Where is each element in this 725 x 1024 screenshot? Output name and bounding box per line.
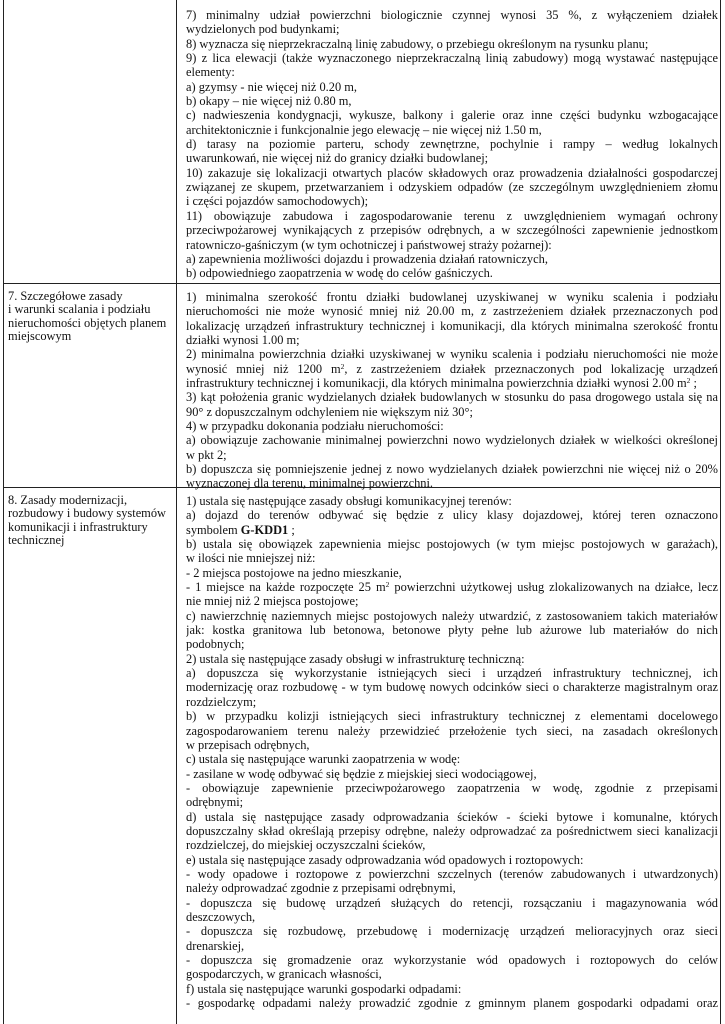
text-line: 3) kąt położenia granic wydzielanych działek budowlanych w stosunku do pasa drogowego ustala się na	[186, 390, 718, 405]
text-line: - gospodarkę odpadami należy prowadzić zgodnie z gminnym planem gospodarki odpadami oraz	[186, 996, 718, 1011]
text-line: gospodarczych, w granicach własności,	[186, 967, 382, 982]
text-line: jak: kostka granitowa lub betonowa, betonowe płyty pełne lub ażurowe lub materiałów do nich	[186, 623, 718, 638]
row-0-content	[186, 8, 718, 281]
text-line: związanej ze skupem, przetwarzaniem i odzyskiem odpadów (ze szczególnym uwzględnieniem złomu	[186, 180, 718, 195]
text-line: b) ustala się obowiązek zapewnienia miejsc postojowych (w tym miejsc postojowych w garażach),	[186, 537, 718, 552]
label-line: 8. Zasady modernizacji,	[8, 493, 128, 507]
text-line: rozdzielczej, do miejskiej oczyszczalni ścieków,	[186, 838, 426, 853]
text-line: deszczowych,	[186, 909, 256, 924]
label-line: i warunki scalania i podziału	[8, 302, 151, 317]
text-line: dopuszczalny skład określają przepisy odrębne, należy odprowadzać za pośrednictwem sieci kanalizacji	[186, 823, 718, 838]
text-line: przeciwpożarowej wynikających z przepisów odrębnych, a w szczególności zapewnienie jednostkom	[186, 223, 718, 238]
text-line: a) dojazd do terenów odbywać się będzie z ulicy klasy dojazdowej, której teren oznaczono	[186, 508, 718, 523]
column-divider	[176, 0, 177, 1024]
text-line: architektonicznie i funkcjonalnie jego elewację – nie więcej niż 1.50 m,	[186, 122, 542, 137]
text-line: 8) wyznacza się nieprzekraczalną linię zabudowy, o przebiegu określonym na rysunku planu;	[186, 36, 649, 51]
text-line: 2) minimalna powierzchnia działki uzyskiwanej w wyniku scalenia i podziału nieruchomości nie może	[186, 347, 718, 362]
text-line: 11) obowiązuje zabudowa i zagospodarowanie terenu z uwzględnieniem wymagań ochrony	[186, 208, 718, 223]
text-line: a) dopuszcza się wykorzystanie istniejących sieci i urządzeń infrastruktury technicznej, ich	[186, 666, 718, 681]
text-line: w pkt 2;	[186, 447, 227, 462]
text-line: uwarunkowań, nie więcej niż do granicy działki budowlanej;	[186, 151, 489, 166]
text-line: - obowiązuje zapewnienie przeciwpożarowego zaopatrzenia w wodę, zgodnie z przepisami	[186, 780, 718, 795]
label-line: technicznej	[8, 533, 65, 548]
text-line: - dopuszcza się gromadzenie oraz wykorzystanie wód opadowych i roztopowych do celów	[186, 953, 718, 967]
text-line: c) nawierzchnię naziemnych miejsc postojowych należy utwardzić, z zastosowaniem takich materiałów	[186, 608, 718, 623]
text-line: - dopuszcza się rozbudowę, przebudowę i modernizację urządzeń melioracyjnych oraz sieci	[186, 924, 718, 939]
text-line: e) ustala się następujące zasady odprowadzania wód opadowych i roztopowych:	[186, 852, 584, 867]
text-line: 10) zakazuje się lokalizacji otwartych placów składowych oraz prowadzenia działalności gospodarczej	[186, 165, 718, 180]
text-line: infrastruktury technicznej i komunikacji, dla których minimalna powierzchnia działki wynosi 2.00 $m^2$ ;	[186, 376, 697, 391]
text-line: drenarskiej,	[186, 938, 245, 953]
text-line: - 2 miejsca postojowe na jedno mieszkanie,	[186, 565, 402, 580]
text-line: c) ustala się następujące warunki zaopatrzenia w wodę:	[186, 752, 461, 767]
text-line: ratowniczo-gaśniczym (w tym ochotniczej i państwowej straży pożarnej):	[186, 237, 552, 252]
text-line: a) gzymsy - nie więcej niż 0.20 m,	[186, 79, 358, 94]
text-line: lokalizację urządzeń infrastruktury technicznej i komunikacji, dla których minimalna szerokość frontu	[186, 318, 718, 333]
text-line: odrębnymi;	[186, 795, 244, 810]
text-line: 9) z lica elewacji (także wyznaczonego nieprzekraczalną linią zabudowy) mogą wystawać następujące	[186, 51, 718, 66]
text-line: b) odpowiedniego zaopatrzenia w wodę do celów gaśniczych.	[186, 266, 493, 281]
text-line: b) w przypadku kolizji istniejących sieci infrastruktury technicznej z elementami docelowego	[186, 709, 718, 724]
row-1-label	[8, 290, 176, 344]
text-line: elementy:	[186, 65, 235, 80]
label-line: 7. Szczegółowe zasady	[8, 289, 123, 303]
text-line: rozdzielczym;	[186, 694, 257, 709]
text-line: b) dopuszcza się pomniejszenie jednej z nowo wydzielanych działek powierzchni nie więcej niż o 20%	[186, 462, 718, 477]
text-line: - dopuszcza się budowę urządzeń służących do retencji, rozsączaniu i magazynowania wód	[186, 895, 718, 910]
text-line: symbolem G-KDD1 ;	[186, 522, 295, 537]
text-line: c) nadwieszenia kondygnacji, wykusze, balkony i galerie oraz inne części budynku wzbogacające	[186, 108, 718, 123]
text-line: 4) w przypadku dokonania podziału nieruchomości:	[186, 419, 444, 434]
label-line: nieruchomości objętych planem	[8, 315, 167, 330]
row-divider	[4, 283, 720, 284]
text-line: działki wynosi 1.00 m;	[186, 333, 300, 348]
text-line: d) ustala się następujące zasady odprowadzania ścieków - ścieki bytowe i komunalne, których	[186, 809, 718, 824]
text-line: 7) minimalny udział powierzchni biologicznie czynnej wynosi 35 %, z wyłączeniem działek	[186, 8, 718, 22]
text-line: 1) ustala się następujące zasady obsługi komunikacyjnej terenów:	[186, 494, 512, 508]
text-line: nieruchomości nie może wynosić mniej niż 20.00 m, z zastrzeżeniem działek przeznaczonych pod	[186, 304, 718, 319]
text-line: 90° z dopuszczalnym odchyleniem nie większym niż 30°;	[186, 404, 473, 419]
text-line: nie mniej niż 2 miejsca postojowe;	[186, 594, 359, 609]
text-line: wyznaczonej dla terenu, minimalnej powierzchni.	[186, 476, 434, 491]
text-line: d) tarasy na poziomie parteru, schody zewnętrzne, pochylnie i rampy – według lokalnych	[186, 137, 718, 152]
text-line: a) zapewnienia możliwości dojazdu i prowadzenia działań ratowniczych,	[186, 251, 548, 266]
label-line: komunikacji i infrastruktury	[8, 519, 148, 534]
text-line: - zasilane w wodę odbywać się będzie z miejskiej sieci wodociągowej,	[186, 766, 537, 781]
row-2-label	[8, 494, 176, 548]
text-line: 2) ustala się następujące zasady obsługi w infrastrukturę techniczną:	[186, 651, 525, 666]
text-line: wynosić mniej niż 1200 $m^2$, z zastrzeżeniem działek przeznaczonych pod lokalizację urządzeń	[186, 361, 718, 376]
text-line: b) okapy – nie więcej niż 0.80 m,	[186, 94, 352, 109]
text-line: - 1 miejsce na każde rozpoczęte 25 $m^2$ powierzchni użytkowej usług zlokalizowanych na działce, lecz	[186, 580, 718, 595]
text-line: modernizację oraz rozbudowę - w tym budowę nowych odcinków sieci o charakterze magistralnym oraz	[186, 680, 718, 695]
label-line: miejscowym	[8, 329, 72, 344]
text-line: należy odprowadzać zgodnie z przepisami odrębnymi,	[186, 881, 456, 896]
text-line: a) obowiązuje zachowanie minimalnej powierzchni nowo wydzielonych działek w wielkości określonej	[186, 433, 718, 448]
text-line: 1) minimalna szerokość frontu działki budowlanej uzyskiwanej w wyniku scalenia i podziału	[186, 290, 718, 304]
text-line: wydzielonych pod budynkami;	[186, 22, 340, 37]
row-1-content	[186, 290, 718, 491]
label-line: rozbudowy i budowy systemów	[8, 506, 166, 521]
text-line: w ilości nie mniejszej niż:	[186, 551, 316, 566]
text-line: i części pojazdów samochodowych);	[186, 194, 369, 209]
text-line: zagospodarowaniem terenu należy przewidzieć przełożenie tych sieci, na zasadach określonych	[186, 723, 718, 738]
text-line: - wody opadowe i roztopowe z powierzchni szczelnych (terenów zabudowanych i utwardzonych)	[186, 866, 718, 881]
regulation-table	[3, 0, 721, 1024]
text-line: f) ustala się następujące warunki gospodarki odpadami:	[186, 981, 462, 996]
text-line: w przepisach odrębnych,	[186, 737, 310, 752]
row-2-content	[186, 494, 718, 1010]
text-line: podobnych;	[186, 637, 245, 652]
